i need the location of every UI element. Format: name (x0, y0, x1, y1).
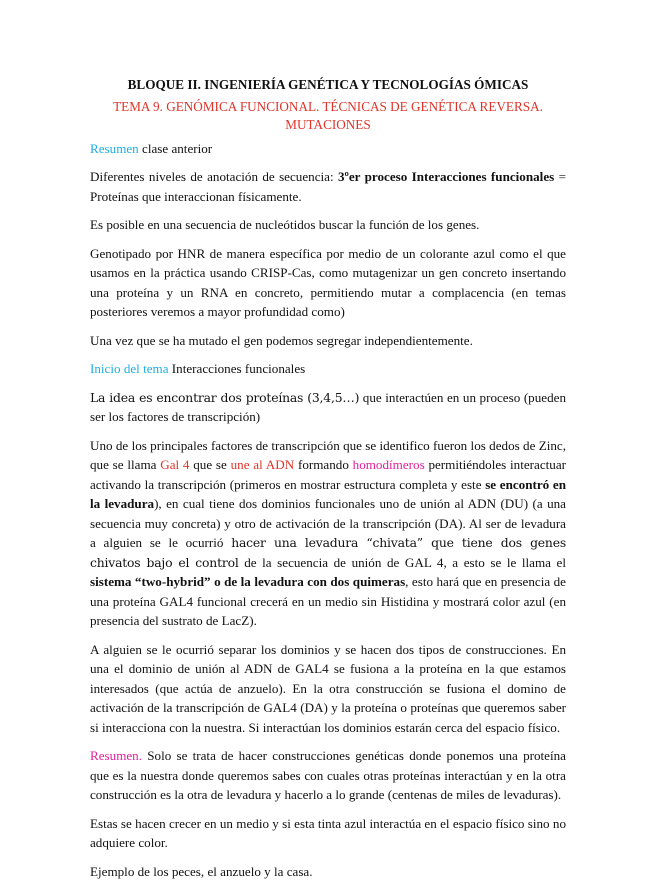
paragraph-search-function: Es posible en una secuencia de nucleótidos buscar la función de los genes. (90, 217, 480, 232)
p6-bold-two-hybrid: sistema “two-hybrid” o de la levadura con dos quimeras (90, 574, 406, 589)
summary-pink-label: Resumen. (90, 748, 143, 763)
topic-start-text: Interacciones funcionales (168, 361, 306, 376)
p6-text-4: permitiéndoles interactuar activando la transcripción (primeros en mostrar estructura completa y este (90, 457, 567, 492)
p6-text-3: formando (294, 457, 353, 472)
summary-pink-text: Solo se trata de hacer construcciones genéticas donde ponemos una proteína que es la nuestra donde queremos sabes con cuales otras proteínas interactúan y en la otra construcción es la otra de levadura y hacerlo a lo grande (centenas de miles de levaduras). (90, 748, 566, 802)
binds-dna-highlight: une al ADN (230, 457, 295, 472)
summary-heading-text: clase anterior (138, 140, 213, 156)
topic-title (90, 98, 566, 134)
paragraph-segregation: Una vez que se ha mutado el gen podemos segregar independientemente. (90, 332, 473, 348)
gal4-highlight: Gal 4 (160, 457, 190, 472)
homodimers-highlight: homodímeros (352, 457, 425, 472)
summary-label: Resumen (90, 140, 139, 156)
topic-title-line-2: MUTACIONES (285, 116, 371, 132)
paragraph-annotation-levels (90, 167, 566, 206)
p1-bold: 3ºer proceso Interacciones funcionales (337, 169, 555, 184)
p5-handwritten: La idea es encontrar dos proteínas (3,4,5…) (90, 389, 360, 405)
topic-start-label: Inicio del tema (90, 361, 169, 376)
document-body (90, 75, 566, 890)
p6-text-7: , esto hará que en presencia de una proteína GAL4 funcional crecerá en un medio sin Histidina y mostrará color azul (en presencia del sustrato de LacZ). (90, 574, 566, 628)
paragraph-constructions: A alguien se le ocurrió separar los dominios y se hacen dos tipos de construcciones. En una el dominio de unión al ADN de GAL4 se fusiona a la proteína en la que estamos interesados (que actúa de anzuelo). En la otra construcción se fusiona el domino de activación de la transcripción de GAL4 (DA) y la proteína o proteínas que queremos saber si interacciona con la nuestra. Si interactúan los dominios estarán cerca del espacio físico. (90, 641, 566, 735)
paragraph-gal4 (90, 436, 566, 631)
topic-start-heading (90, 359, 566, 379)
p6-bold-yeast: se encontró en la levadura (90, 476, 566, 511)
p1-text-a: Diferentes niveles de anotación de secuencia: (90, 169, 338, 184)
p1-text-c: = Proteínas que interaccionan físicamente. (90, 169, 566, 204)
paragraph-summary (90, 746, 566, 805)
p6-text-1: Uno de los principales factores de transcripción que se identifico fueron los dedos de Zinc, que se llama (90, 437, 566, 472)
p5-rest: que interactúen en un proceso (pueden ser los factores de transcripción) (90, 389, 566, 424)
topic-title-line-1: TEMA 9. GENÓMICA FUNCIONAL. TÉCNICAS DE GENÉTICA REVERSA. (113, 98, 543, 114)
paragraph-genotyping: Genotipado por HNR de manera específica por medio de un colorante azul como el que usamos en la práctica usando CRISP-Cas, como mutagenizar un gen concreto insertando una proteína y un RNA en concreto, permitiendo mutar a complacencia (en temas posteriores veremos a mayor profundidad como) (90, 245, 566, 319)
p6-text-6: de la secuencia de unión de GAL 4, a esto se le llama el (238, 554, 566, 570)
p6-text-2: que se (189, 457, 231, 472)
paragraph-idea (90, 388, 566, 427)
paragraph-growth: Estas se hacen crecer en un medio y si esta tinta azul interactúa en el espacio físico sino no adquiere color. (90, 815, 566, 850)
p6-handwritten: hacer una levadura “chivata” que tiene dos genes chivatos bajo el control (90, 535, 567, 570)
block-title: BLOQUE II. INGENIERÍA GENÉTICA Y TECNOLOGÍAS ÓMICAS (127, 77, 529, 92)
p6-text-5: ), en cual tiene dos dominios funcionales uno de unión al ADN (DU) (a una secuencia muy concreta) y otro de activación de la transcripción (DA). Al ser de levadura a alguien se le ocurrió (90, 496, 566, 550)
previous-summary-heading (90, 139, 566, 159)
paragraph-example: Ejemplo de los peces, el anzuelo y la casa. (90, 863, 313, 879)
